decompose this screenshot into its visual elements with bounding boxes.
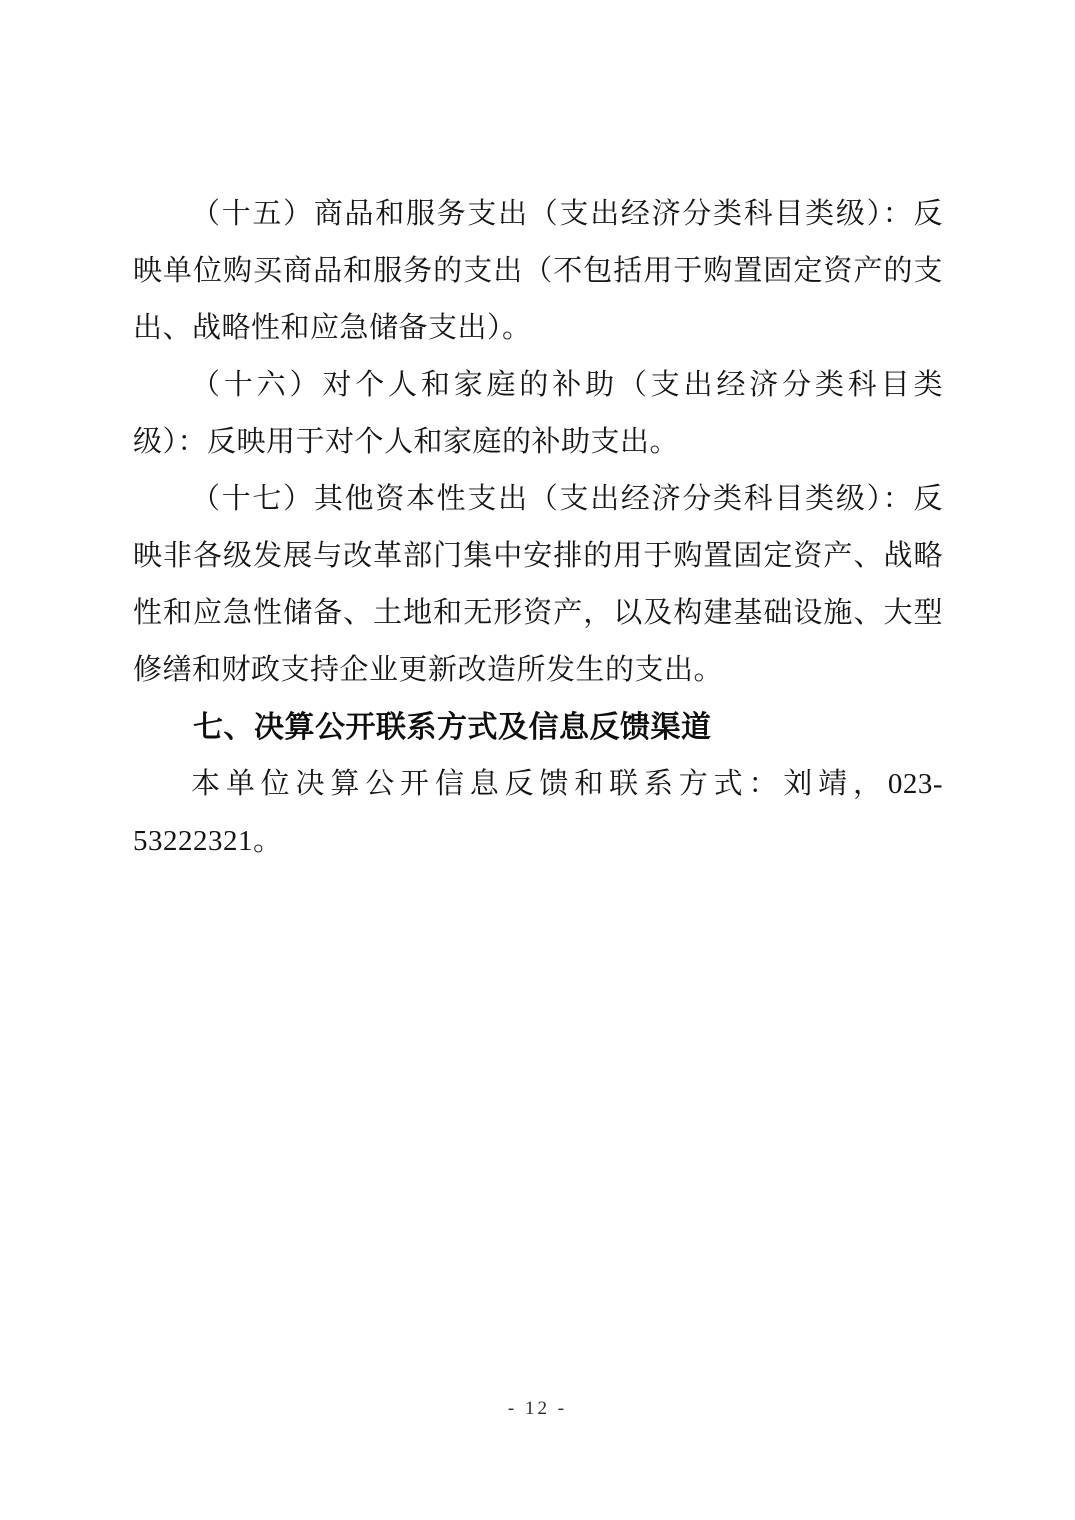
- document-body: [133, 186, 943, 870]
- paragraph-item-15: （十五）商品和服务支出（支出经济分类科目类级）：反映单位购买商品和服务的支出（不包括用于购置固定资产的支出、战略性和应急储备支出）。: [133, 198, 943, 344]
- section-heading: 七、决算公开联系方式及信息反馈渠道: [193, 711, 712, 744]
- paragraph-item-17: （十七）其他资本性支出（支出经济分类科目类级）：反映非各级发展与改革部门集中安排的用于购置固定资产、战略性和应急性储备、土地和无形资产，以及构建基础设施、大型修缮和财政支持企业更新改造所发生的支出。: [133, 483, 943, 686]
- page-number: - 12 -: [507, 1398, 568, 1419]
- paragraph-item-16: （十六）对个人和家庭的补助（支出经济分类科目类级）：反映用于对个人和家庭的补助支出。: [133, 369, 943, 458]
- contact-info-line: 本单位决算公开信息反馈和联系方式：刘靖，023-53222321。: [133, 768, 943, 857]
- page-footer: [0, 1398, 1075, 1420]
